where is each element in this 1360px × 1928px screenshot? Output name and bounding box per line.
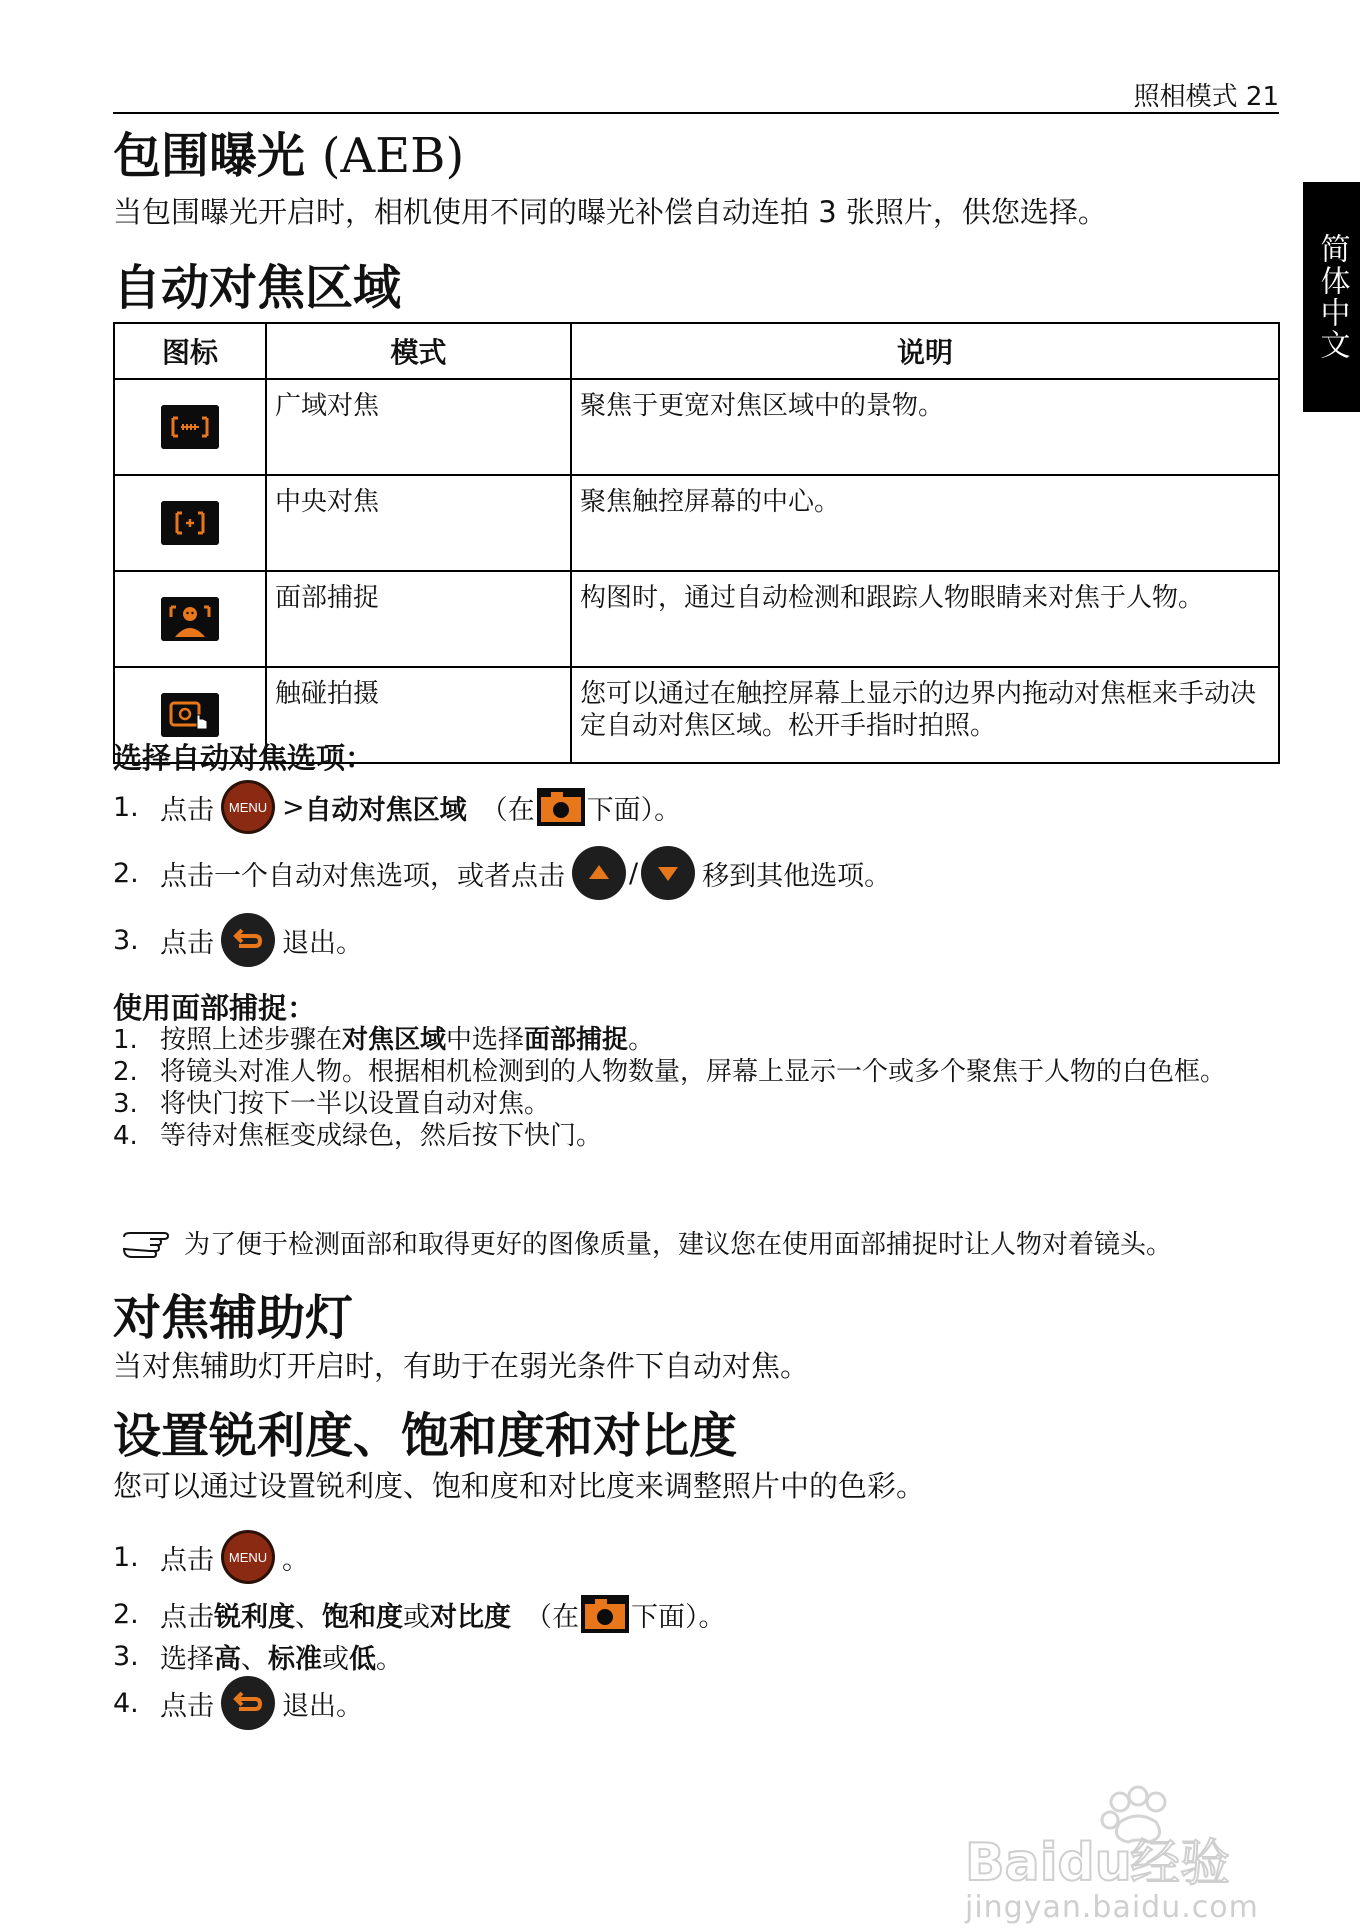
table-header-row [114, 323, 1279, 379]
step-number: 4. [113, 1121, 138, 1151]
step-number: 3. [113, 924, 139, 956]
wide-focus-icon [161, 405, 219, 449]
step-text: 或 [403, 1601, 430, 1633]
face-steps-list [113, 1024, 1290, 1152]
aeb-title [113, 128, 464, 184]
page-header [113, 74, 1279, 114]
step-text: 选择 [160, 1643, 214, 1675]
desc-cell: 您可以通过在触控屏幕上显示的边界内拖动对焦框来手动决定自动对焦区域。松开手指时拍照。 [571, 667, 1279, 763]
step-bold-text: 自动对焦区域 [304, 794, 467, 826]
camera-tab-icon [581, 1595, 629, 1633]
desc-cell: 聚焦于更宽对焦区域中的景物。 [571, 379, 1279, 475]
sharp-step-1 [113, 1527, 309, 1587]
step-number: 1. [113, 791, 139, 823]
list-item [113, 1024, 1290, 1056]
step-text: （在 [480, 794, 535, 826]
desc-cell: 聚焦触控屏幕的中心。 [571, 475, 1279, 571]
step-bold-text: 低 [349, 1643, 376, 1675]
list-item [113, 1056, 1290, 1088]
step-bold-text: 标准 [268, 1643, 322, 1675]
mode-cell: 面部捕捉 [266, 571, 571, 667]
step-bold-text: 对比度 [430, 1601, 511, 1633]
step-number: 1. [113, 1541, 139, 1573]
watermark-url: jingyan.baidu.com [965, 1890, 1259, 1925]
col-header-desc: 说明 [571, 323, 1279, 379]
back-button-icon[interactable] [220, 1675, 276, 1731]
step-number: 1. [113, 1025, 138, 1055]
face-tracking-icon [161, 597, 219, 641]
select-af-step-1 [113, 777, 681, 837]
center-focus-icon [161, 501, 219, 545]
col-header-icon: 图标 [114, 323, 266, 379]
select-af-step-3 [113, 910, 363, 970]
step-text: 将快门按下一半以设置自动对焦。 [160, 1089, 551, 1119]
up-arrow-button-icon[interactable] [571, 845, 627, 901]
pointing-hand-icon [120, 1227, 172, 1259]
col-header-mode: 模式 [266, 323, 571, 379]
baidu-watermark-logo [960, 1780, 1280, 1890]
step-text: 等待对焦框变成绿色，然后按下快门。 [160, 1121, 603, 1151]
step-number: 3. [113, 1089, 138, 1119]
step-text: 、 [241, 1643, 268, 1675]
table-row [114, 379, 1279, 475]
watermark-brand: Baidu [965, 1833, 1132, 1890]
note-text: 为了便于检测面部和取得更好的图像质量，建议您在使用面部捕捉时让人物对着镜头。 [184, 1230, 1173, 1260]
step-number: 3. [113, 1640, 139, 1672]
step-bold-text: 锐利度 [214, 1601, 295, 1633]
back-button-icon[interactable] [220, 912, 276, 968]
step-text: 退出。 [282, 1690, 363, 1722]
watermark-cn: 经验 [1130, 1834, 1230, 1890]
list-item [113, 1120, 1290, 1152]
assist-title: 对焦辅助灯 [113, 1290, 354, 1346]
step-text: 。 [282, 1544, 309, 1576]
sharp-title: 设置锐利度、饱和度和对比度 [113, 1408, 738, 1464]
camera-tab-icon [537, 788, 585, 826]
step-text: （在 [525, 1601, 579, 1633]
list-item [113, 1088, 1290, 1120]
aeb-title-latin: (AEB) [321, 128, 465, 184]
step-text: 或 [322, 1643, 349, 1675]
step-text: 点击 [160, 1544, 214, 1576]
step-text: 下面）。 [631, 1601, 726, 1633]
select-af-heading: 选择自动对焦选项： [113, 741, 375, 775]
step-text: 、 [295, 1601, 322, 1633]
aeb-title-text: 包围曝光 [113, 128, 306, 184]
step-number: 4. [113, 1687, 139, 1719]
table-row [114, 475, 1279, 571]
step-text: 点击 [160, 1601, 214, 1633]
face-note [120, 1224, 1172, 1261]
select-af-step-2 [113, 843, 891, 903]
step-number: 2. [113, 1057, 138, 1087]
step-bold-text: 高 [214, 1643, 241, 1675]
step-text: 移到其他选项。 [702, 860, 892, 892]
aeb-text: 当包围曝光开启时，相机使用不同的曝光补偿自动连拍 3 张照片，供您选择。 [113, 195, 1107, 229]
desc-cell: 构图时，通过自动检测和跟踪人物眼睛来对焦于人物。 [571, 571, 1279, 667]
step-text: > [282, 791, 305, 823]
language-side-tab [1303, 182, 1360, 412]
step-text: 点击 [160, 794, 214, 826]
step-text: 退出。 [282, 927, 363, 959]
assist-text: 当对焦辅助灯开启时，有助于在弱光条件下自动对焦。 [113, 1349, 810, 1383]
step-text: 点击 [160, 1690, 214, 1722]
menu-button-label: MENU [228, 1550, 268, 1565]
down-arrow-button-icon[interactable] [640, 845, 696, 901]
step-text: 将镜头对准人物。根据相机检测到的人物数量，屏幕上显示一个或多个聚焦于人物的白色框。 [160, 1057, 1227, 1087]
step-bold-text: 饱和度 [322, 1601, 403, 1633]
side-tab-label: 简体中文 [1314, 233, 1350, 361]
table-row [114, 571, 1279, 667]
step-slash: / [629, 857, 639, 889]
menu-button-icon[interactable] [220, 1529, 276, 1585]
step-text: 点击 [160, 927, 214, 959]
af-mode-table [113, 322, 1280, 764]
mode-cell: 触碰拍摄 [266, 667, 571, 763]
step-number: 2. [113, 857, 139, 889]
step-text: 点击一个自动对焦选项，或者点击 [160, 860, 565, 892]
step-text: 下面）。 [586, 794, 682, 826]
menu-button-icon[interactable] [220, 779, 276, 835]
sharp-step-4 [113, 1673, 363, 1733]
mode-cell: 广域对焦 [266, 379, 571, 475]
menu-button-label: MENU [228, 800, 268, 815]
af-area-title: 自动对焦区域 [113, 260, 402, 316]
step-text: 。 [376, 1643, 403, 1675]
touch-shot-icon [161, 693, 219, 737]
step-number: 2. [113, 1598, 139, 1630]
sharp-text: 您可以通过设置锐利度、饱和度和对比度来调整照片中的色彩。 [113, 1469, 926, 1503]
mode-cell: 中央对焦 [266, 475, 571, 571]
step-text: 按照上述步骤在对焦区域中选择面部捕捉。 [160, 1025, 655, 1055]
face-heading: 使用面部捕捉： [113, 991, 317, 1025]
page-label: 照相模式 21 [1133, 82, 1279, 112]
